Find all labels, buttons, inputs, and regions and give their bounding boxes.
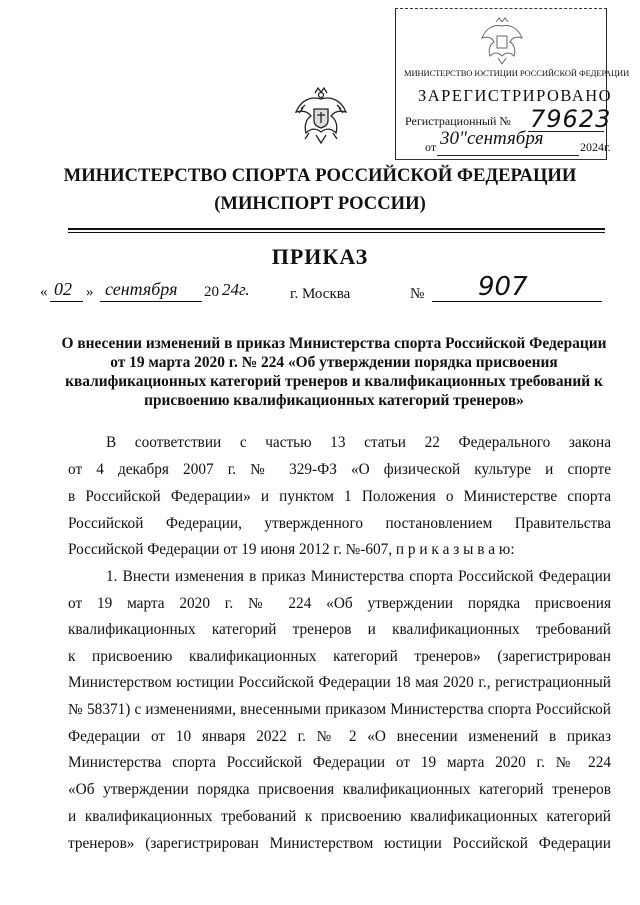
order-date-year-suffix: 24г. bbox=[222, 280, 250, 299]
body-line: от 19 марта 2020 г. № 224 «Об утверждении порядка присвоения bbox=[68, 595, 611, 612]
stamp-regnum-value: 79623 bbox=[530, 105, 612, 133]
ministry-title: МИНИСТЕРСТВО СПОРТА РОССИЙСКОЙ ФЕДЕРАЦИИ bbox=[63, 165, 577, 186]
body-line: Российской Федерации, утвержденного постановлением Правительства bbox=[68, 515, 611, 532]
date-month-underline bbox=[100, 301, 202, 302]
stamp-border-top bbox=[395, 8, 607, 9]
body-line: в Российской Федерации» и пунктом 1 Положения о Министерстве спорта bbox=[68, 488, 611, 505]
order-date-month: сентября bbox=[105, 279, 178, 299]
body-line: тренеров» (зарегистрирован Министерством юстиции Российской Федерации bbox=[68, 835, 611, 852]
stamp-registered-label: ЗАРЕГИСТРИРОВАНО bbox=[418, 86, 613, 105]
russian-coat-of-arms-icon bbox=[293, 85, 349, 152]
stamp-date-suffix: 2024г. bbox=[580, 140, 611, 154]
body-line: к присвоению квалификационных категорий тренеров» (зарегистрирован bbox=[68, 648, 611, 665]
stamp-border-bottom bbox=[395, 159, 607, 160]
body-line: № 58371) с изменениями, внесенными приказом Министерства спорта Российской bbox=[68, 701, 611, 718]
stamp-emblem-icon bbox=[478, 16, 526, 71]
stamp-ministry-name: МИНИСТЕРСТВО ЮСТИЦИИ РОССИЙСКОЙ ФЕДЕРАЦИИ bbox=[404, 68, 630, 78]
body-line: Российской Федерации от 19 июня 2012 г. №-607, п р и к а з ы в а ю: bbox=[68, 541, 515, 558]
date-quote-open: « bbox=[40, 284, 48, 300]
order-number-label: № bbox=[410, 286, 425, 302]
body-line: от 4 декабря 2007 г. № 329-ФЗ «О физической культуре и спорте bbox=[68, 461, 611, 478]
order-date-day: 02 bbox=[54, 279, 72, 299]
body-line: 1. Внести изменения в приказ Министерства спорта Российской Федерации bbox=[106, 568, 611, 585]
order-number: 907 bbox=[478, 272, 528, 302]
order-date-year-prefix: 20 bbox=[204, 284, 219, 300]
stamp-date-underline bbox=[437, 155, 579, 156]
order-subject: О внесении изменений в приказ Министерства спорта Российской Федерации от 19 марта 2020 г. № 224 «Об утверждении порядка присвоения квалификационных категорий тренеров и квалификационных требований к присвоению квалификационных категорий тренеров» bbox=[61, 335, 607, 409]
body-line: «Об утверждении порядка присвоения квалификационных категорий тренеров bbox=[68, 781, 611, 798]
stamp-date-handwritten: 30"сентября bbox=[440, 128, 544, 149]
order-number-underline bbox=[432, 301, 602, 302]
stamp-regnum-label: Регистрационный № bbox=[405, 114, 511, 128]
header-rule-thin bbox=[68, 232, 605, 233]
order-city: г. Москва bbox=[290, 286, 351, 302]
body-line: В соответствии с частью 13 статьи 22 Федерального закона bbox=[106, 434, 611, 451]
body-line: Федерации от 10 января 2022 г. № 2 «О внесении изменений в приказ bbox=[68, 728, 611, 745]
ministry-short-name: (МИНСПОРТ РОССИИ) bbox=[214, 193, 426, 214]
order-title: ПРИКАЗ bbox=[271, 244, 369, 269]
body-line: Министерства спорта Российской Федерации от 19 марта 2020 г. № 224 bbox=[68, 754, 611, 771]
header-rule-thick bbox=[68, 228, 605, 230]
body-line: квалификационных категорий тренеров и квалификационных требований bbox=[68, 621, 611, 638]
body-line: и квалификационных требований к присвоению квалификационных категорий bbox=[68, 808, 611, 825]
body-line: Министерством юстиции Российской Федерации 18 мая 2020 г., регистрационный bbox=[68, 674, 611, 691]
date-day-underline bbox=[50, 301, 83, 302]
stamp-date-prefix: от bbox=[425, 140, 437, 154]
date-quote-close: » bbox=[86, 284, 94, 300]
